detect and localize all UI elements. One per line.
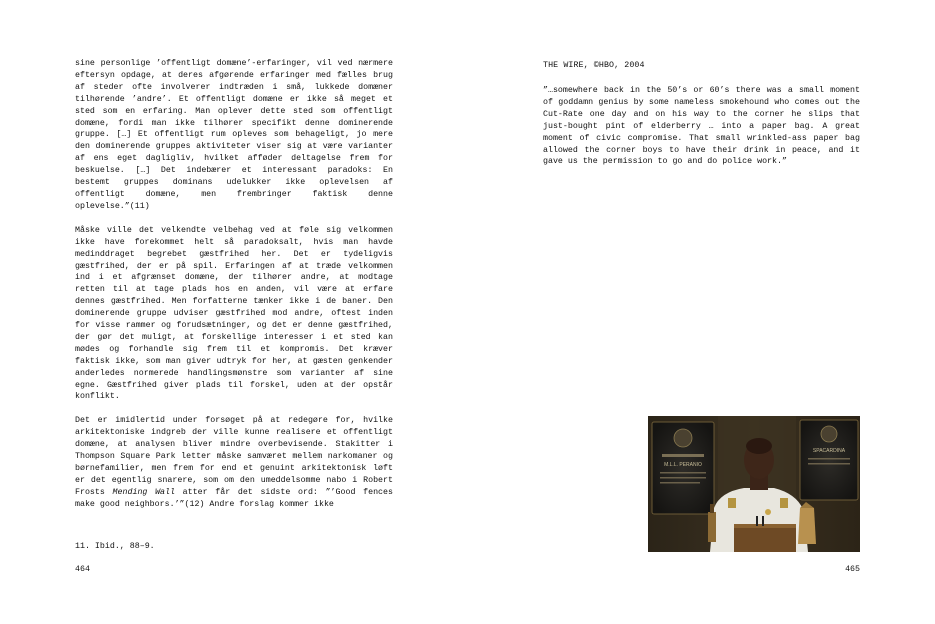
film-still-photo — [648, 416, 860, 552]
left-page — [0, 0, 467, 624]
plaque-left-text: M.L.L. PERANIO — [664, 462, 702, 468]
footnote: 11. Ibid., 88–9. — [75, 542, 155, 551]
paragraph-3 — [75, 415, 393, 510]
paragraph-2: Måske ville det velkendte velbehag ved at føle sig velkommen ikke have forekommet helt så paradoksalt, hvis man havde medinddraget begrebet gæstfrihed her. Det er tydeligvis gæstfrihed, der er på spil. Erfaringen af at træde velkommen ind i et afgrænset domæne, der tilhører andre, at modtage retten til at tage plads hos en anden, vil være at erfare dennes gæstfrihed. Men forfatterne tænker ikke i de baner. Den dominerende gruppe udviser gæstfrihed mod andre, oftest inden for visse rammer og forudsætninger, og det er denne gæstfrihed, der gør det muligt, at forskellige interesser i et sted kan mødes og forhandle sig frem til et kompromis. Det kræver faktisk ikke, som man giver udtryk for her, at gæsten genkender anderledes normerede handlingsmønstre som varianter af sine egne. Gæstfrihed giver plads til forskel, uden at der opstår konflikt. — [75, 225, 393, 402]
paragraph-1: sine personlige ’offentligt domæne’-erfaringer, vil ved nærmere eftersyn opdage, at deres afgørende erfaringer med fælles brug af steder ofte involverer indtræden i små, lukkede domæner tilhørende ’andre’. Et offentligt domæne er ikke så meget et sted som en erfaring. Man oplever dette sted som offentligt domæne, fordi man ikke tilhører specifikt denne dominerende gruppe. […] Et offentligt rum opleves som behageligt, jo mere den dominerende gruppes aktiviteter viser sig at være varianter af ens eget dagligliv, hvilket afføder deltagelse frem for beskuelse. […] Det indebærer et interessant paradoks: En bestemt gruppes dominans udelukker ikke oplevelsen af offentligt domæne, men frembringer faktisk denne oplevelse.”(11) — [75, 59, 393, 211]
paragraph-3-start: Det er imidlertid under forsøget på at redegøre for, hvilke arkitektoniske indgreb der ville kunne realisere et offentligt domæne, at analysen bliver mindre overbevisende. Stakitter i Thompson Square Park letter måske samværet mellem narkomaner og børnefamilier, men frem for end et genuint arkitektonisk løft er det egentlig snarere, som om den umeddelsomme nabo i Robert Frosts — [75, 416, 393, 497]
quote: ”…somewhere back in the 50’s or 60’s there was a small moment of goddamn genius by some nameless smokehound who comes out the Cut-Rate one day and on his way to the corner he slips that just-bought pint of elderberry … into a paper bag. A great moment of civic compromise. That small wrinkled-ass paper bag allowed the corner boys to have their drink in peace, and it gave us the permission to go and do police work.” — [543, 86, 860, 167]
page-number-left: 464 — [75, 565, 90, 574]
image-credit: THE WIRE, ©HBO, 2004 — [543, 61, 645, 70]
body-text-column — [75, 58, 393, 523]
page-number-right: 465 — [845, 565, 860, 574]
poem-title: Mending Wall — [112, 487, 175, 497]
plaque-right-text: SPACARDINA — [812, 448, 846, 454]
film-still-illustration — [648, 416, 860, 552]
right-page — [467, 0, 935, 624]
paragraph-3-end: atter får det sidste ord: ”’Good fences make good neighbors.’”(12) Andre forslag kommer ikke — [75, 487, 393, 509]
